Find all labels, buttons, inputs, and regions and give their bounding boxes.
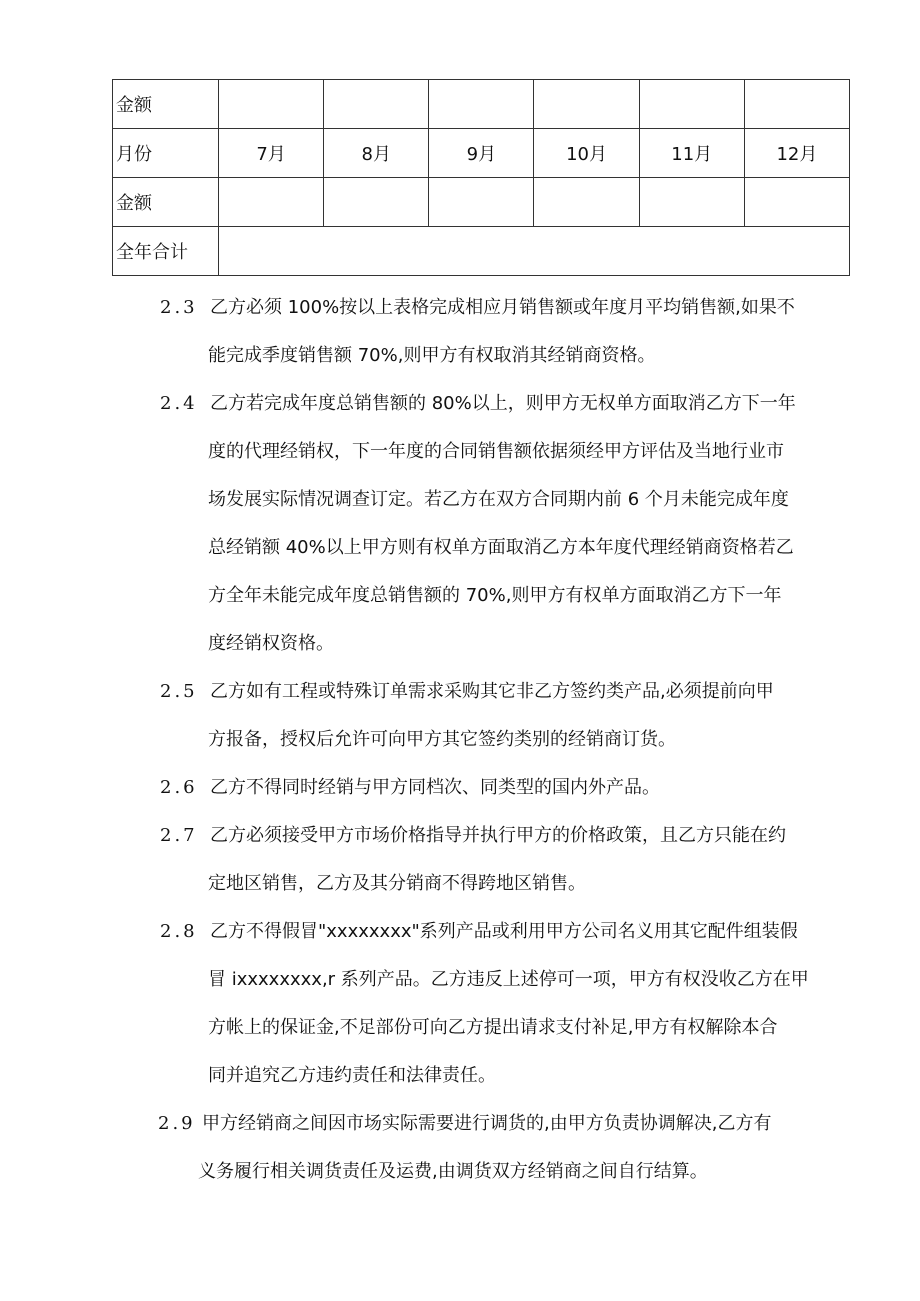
clause-line: 方帐上的保证金,不足部份可向乙方提出请求支付补足,甲方有权解除本合 xyxy=(208,1017,778,1038)
clause-2-7 xyxy=(160,812,860,908)
row-label: 月份 xyxy=(113,129,219,178)
clause-line: 度的代理经销权，下一年度的合同销售额依据须经甲方评估及当地行业市 xyxy=(208,441,784,462)
clause-line: 方报备，授权后允许可向甲方其它签约类别的经销商订货。 xyxy=(208,729,676,750)
table-body xyxy=(113,80,850,276)
table-cell xyxy=(324,80,429,129)
clause-line: 冒 ixxxxxxxx,r 系列产品。乙方违反上述停可一项，甲方有权没收乙方在甲 xyxy=(208,969,809,990)
table-cell: 8月 xyxy=(324,129,429,178)
row-label: 金额 xyxy=(113,178,219,227)
clause-number: 2.6 xyxy=(160,777,198,798)
table-cell: 9月 xyxy=(429,129,534,178)
clause-line: 度经销权资格。 xyxy=(208,633,334,654)
clause-line: 义务履行相关调货责任及运费,由调货双方经销商之间自行结算。 xyxy=(198,1161,708,1182)
clause-number: 2.5 xyxy=(160,681,198,702)
table-cell: 10月 xyxy=(534,129,639,178)
table-cell xyxy=(219,178,324,227)
clause-line: 同并追究乙方违约责任和法律责任。 xyxy=(208,1065,496,1086)
table-cell xyxy=(534,178,639,227)
clause-line: 乙方如有工程或特殊订单需求采购其它非乙方签约类产品,必须提前向甲 xyxy=(210,681,774,702)
monthly-sales-table xyxy=(112,79,850,276)
table-cell: 11月 xyxy=(639,129,744,178)
clause-line: 乙方必须 100%按以上表格完成相应月销售额或年度月平均销售额,如果不 xyxy=(210,297,795,318)
clause-line: 定地区销售，乙方及其分销商不得跨地区销售。 xyxy=(208,873,586,894)
clause-line: 场发展实际情况调查订定。若乙方在双方合同期内前 6 个月未能完成年度 xyxy=(208,489,789,510)
clause-line: 乙方不得假冒"xxxxxxxx"系列产品或利用甲方公司名义用其它配件组装假 xyxy=(210,921,798,942)
table-row xyxy=(113,178,850,227)
table-cell: 12月 xyxy=(744,129,849,178)
clause-2-3 xyxy=(160,284,860,380)
table-cell xyxy=(639,178,744,227)
table-row-total xyxy=(113,227,850,276)
total-label: 全年合计 xyxy=(113,227,219,276)
clause-line: 乙方必须接受甲方市场价格指导并执行甲方的价格政策，且乙方只能在约 xyxy=(210,825,786,846)
table-cell xyxy=(324,178,429,227)
clause-line: 总经销额 40%以上甲方则有权单方面取消乙方本年度代理经销商资格若乙 xyxy=(208,537,794,558)
clause-number: 2.7 xyxy=(160,825,198,846)
clause-line: 甲方经销商之间因市场实际需要进行调货的,由甲方负责协调解决,乙方有 xyxy=(202,1113,772,1134)
clause-number: 2.8 xyxy=(160,921,198,942)
row-label: 金额 xyxy=(113,80,219,129)
table-cell xyxy=(744,178,849,227)
clause-number: 2.4 xyxy=(160,393,198,414)
table-row xyxy=(113,80,850,129)
clause-2-5 xyxy=(160,668,860,764)
table-cell xyxy=(534,80,639,129)
clause-2-8 xyxy=(160,908,860,1100)
table-cell xyxy=(744,80,849,129)
table-cell xyxy=(429,80,534,129)
clause-2-9 xyxy=(158,1100,858,1196)
total-value xyxy=(219,227,850,276)
clause-number: 2.3 xyxy=(160,297,198,318)
table-cell xyxy=(219,80,324,129)
table-row xyxy=(113,129,850,178)
clause-number: 2.9 xyxy=(158,1113,196,1134)
clause-line: 方全年未能完成年度总销售额的 70%,则甲方有权单方面取消乙方下一年 xyxy=(208,585,782,606)
table-cell xyxy=(639,80,744,129)
clause-2-6 xyxy=(160,764,860,812)
table-cell: 7月 xyxy=(219,129,324,178)
clause-2-4 xyxy=(160,380,860,668)
clause-line: 乙方若完成年度总销售额的 80%以上，则甲方无权单方面取消乙方下一年 xyxy=(210,393,796,414)
table-cell xyxy=(429,178,534,227)
clause-line: 能完成季度销售额 70%,则甲方有权取消其经销商资格。 xyxy=(208,345,656,366)
clause-line: 乙方不得同时经销与甲方同档次、同类型的国内外产品。 xyxy=(210,777,660,798)
